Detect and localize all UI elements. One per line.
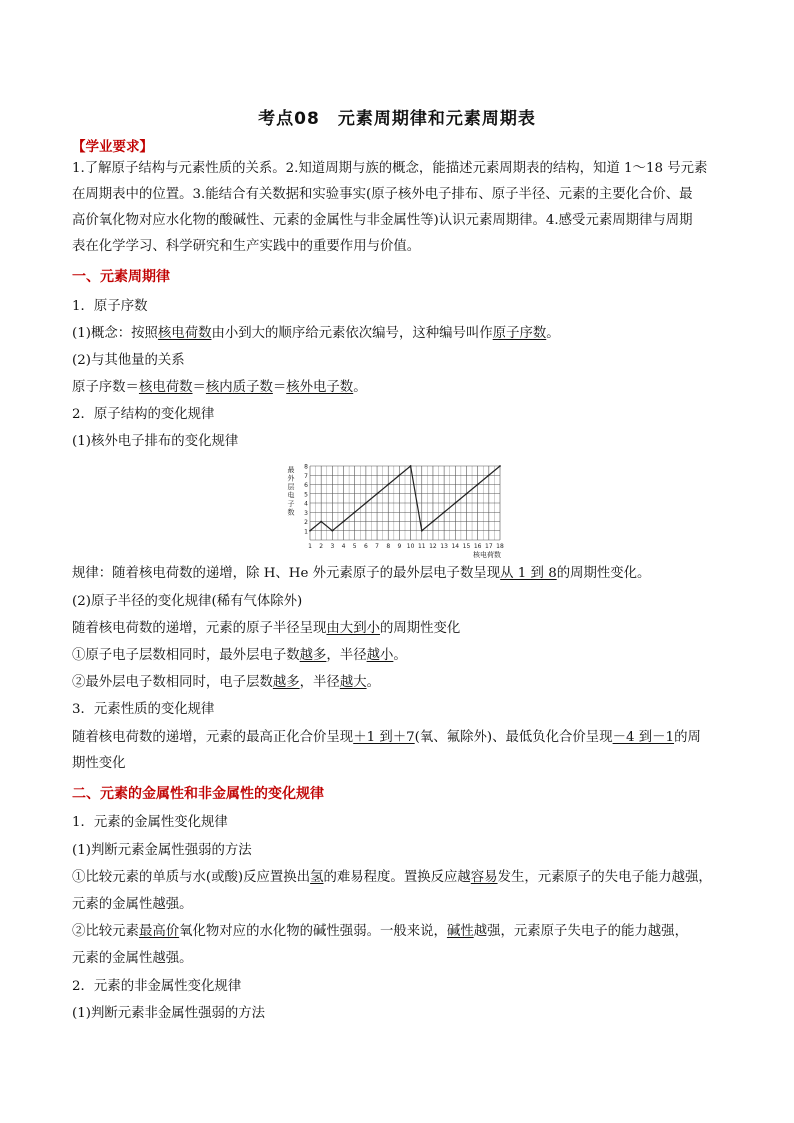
x-tick-label: 5 (352, 543, 357, 550)
text-span: 。 (366, 675, 380, 690)
data-point (488, 474, 490, 476)
requirements-line: 在周期表中的位置。3.能结合有关数据和实验事实(原子核外电子排布、原子半径、元素的主要化合价、最 (72, 187, 693, 202)
data-point (454, 502, 456, 504)
data-point (421, 530, 423, 532)
data-point (309, 530, 311, 532)
data-point (432, 521, 434, 523)
y-tick-label: 3 (304, 509, 308, 517)
x-tick-label: 11 (417, 543, 426, 550)
text-span: 随着核电荷数的递增，元素的原子半径呈现 (72, 621, 327, 636)
y-axis-label-char: 电 (287, 491, 295, 500)
subheading-atomic-number: 1．原子序数 (72, 299, 148, 314)
underlined-answer: 越多 (272, 675, 300, 690)
x-tick-label: 17 (485, 543, 493, 550)
metal-method-1-line2: 元素的金属性越强。 (72, 897, 193, 912)
x-tick-label: 4 (341, 543, 346, 550)
data-point (343, 521, 345, 523)
x-axis-label: 核电荷数 (473, 551, 501, 559)
underlined-answer: 氢 (310, 870, 324, 885)
requirements-line: 1.了解原子结构与元素性质的关系。2.知道周期与族的概念，能描述元素周期表的结构，知道 1～18 号元素 (72, 161, 708, 176)
requirements-line: 高价氧化物对应水化物的酸碱性、元素的金属性与非金属性等)认识元素周期律。4.感受元素周期律与周期 (72, 213, 693, 228)
radius-heading: (2)原子半径的变化规律(稀有气体除外) (72, 594, 303, 609)
metal-method-2 (72, 923, 732, 941)
underlined-answer: 核电荷数 (157, 326, 212, 341)
underlined-answer: 容易 (470, 870, 498, 885)
text-span: 随着核电荷数的递增，元素的最高正化合价呈现 (72, 730, 354, 745)
text-span: ①比较元素的单质与水(或酸)反应置换出 (72, 870, 311, 885)
y-axis-label-char: 外 (287, 474, 295, 483)
underlined-answer: 核内质子数 (205, 380, 273, 395)
rule-line (72, 565, 732, 583)
data-point (499, 465, 501, 467)
text-span: 氧化物对应的水化物的碱性强弱。一般来说， (179, 924, 447, 939)
x-tick-label: 2 (319, 543, 324, 550)
text-span: ＝ (192, 380, 206, 395)
text-span: 。 (353, 380, 367, 395)
underlined-answer: 最高价 (138, 924, 180, 939)
x-tick-label: 1 (308, 543, 312, 550)
underlined-answer: 由大到小 (326, 621, 380, 636)
underlined-answer: 原子序数 (492, 326, 547, 341)
x-tick-label: 3 (330, 543, 335, 550)
text-span: 越强，元素原子失电子的能力越强， (473, 924, 688, 939)
underlined-answer: 越多 (299, 648, 327, 663)
text-span: 的难易程度。置换反应越 (323, 870, 471, 885)
text-span: 发生，元素原子的失电子能力越强， (497, 870, 712, 885)
data-point (354, 511, 356, 513)
y-tick-label: 1 (304, 528, 308, 536)
y-axis-label-char: 子 (287, 500, 295, 508)
y-tick-label: 8 (304, 463, 308, 471)
radius-rule-2 (72, 674, 732, 692)
y-axis-label-char: 数 (287, 508, 295, 517)
x-tick-label: 6 (363, 543, 368, 550)
text-span: 规律：随着核电荷数的递增，除 H、He 外元素原子的最外层电子数呈现 (72, 566, 501, 581)
x-tick-label: 15 (462, 543, 471, 550)
metal-method-1 (72, 869, 732, 887)
text-span: ①原子电子层数相同时，最外层电子数 (72, 648, 300, 663)
underlined-answer: －4 到－1 (612, 730, 675, 745)
valence-line-2: 期性变化 (72, 756, 126, 771)
x-tick-label: 8 (386, 543, 391, 550)
text-span: 的周期性变化。 (556, 566, 651, 581)
text-span: (1)概念：按照 (72, 326, 158, 341)
x-tick-label: 14 (451, 543, 460, 550)
requirements-heading (72, 138, 732, 157)
y-axis-label-char: 最 (287, 466, 295, 474)
data-point (320, 521, 322, 523)
y-tick-label: 5 (304, 491, 308, 499)
x-tick-label: 7 (375, 543, 379, 550)
data-point (466, 493, 468, 495)
subheading-structure: 2．原子结构的变化规律 (72, 407, 215, 422)
requirements-heading-text: 【学业要求】 (72, 139, 153, 155)
y-tick-label: 7 (304, 472, 308, 480)
y-tick-label: 6 (304, 482, 308, 489)
relation-line (72, 379, 732, 397)
radius-rule-1 (72, 647, 732, 665)
x-tick-label: 16 (473, 543, 482, 550)
data-point (387, 484, 389, 486)
data-point (399, 474, 401, 476)
x-tick-label: 10 (406, 543, 415, 550)
radius-line (72, 620, 732, 638)
electron-chart (282, 460, 512, 562)
text-span: 的周期性变化 (379, 621, 461, 636)
requirements-line: 表在化学学习、科学研究和生产实践中的重要作用与价值。 (72, 239, 421, 254)
underlined-answer: 从 1 到 8 (500, 566, 557, 581)
relation-heading: (2)与其他量的关系 (72, 353, 185, 368)
section-heading-metallic: 二、元素的金属性和非金属性的变化规律 (72, 786, 324, 802)
y-axis-label-char: 层 (287, 483, 295, 491)
underlined-answer: 越大 (339, 675, 367, 690)
subheading-nonmetallic-method: (1)判断元素非金属性强弱的方法 (72, 1006, 266, 1021)
underlined-answer: 核电荷数 (138, 380, 193, 395)
text-span: 原子序数＝ (72, 380, 139, 395)
metal-method-2-line2: 元素的金属性越强。 (72, 951, 193, 966)
subheading-nonmetallic: 2．元素的非金属性变化规律 (72, 979, 242, 994)
data-point (331, 530, 333, 532)
text-span: 。 (546, 326, 560, 341)
text-span: ②比较元素 (72, 924, 139, 939)
text-span: ，半径 (326, 648, 367, 663)
text-span: ＝ (272, 380, 287, 395)
underlined-answer: ＋1 到＋7 (353, 730, 415, 745)
data-point (410, 465, 412, 467)
underlined-answer: 碱性 (446, 924, 474, 939)
subheading-metallic: 1．元素的金属性变化规律 (72, 815, 228, 830)
concept-line (72, 325, 732, 343)
underlined-answer: 越小 (366, 648, 394, 663)
text-span: (氧、氟除外)、最低负化合价呈现 (414, 730, 613, 745)
y-tick-label: 4 (304, 500, 308, 508)
x-tick-label: 18 (496, 543, 504, 550)
page-title: 考点08 元素周期律和元素周期表 (258, 109, 536, 129)
underlined-answer: 核外电子数 (286, 380, 354, 395)
subheading-electron-config: (1)核外电子排布的变化规律 (72, 434, 239, 449)
x-tick-label: 13 (440, 543, 448, 550)
text-span: 的周 (674, 730, 701, 745)
data-point (443, 511, 445, 513)
text-span: ②最外层电子数相同时，电子层数 (72, 675, 273, 690)
valence-line (72, 729, 732, 747)
text-span: 由小到大的顺序给元素依次编号，这种编号叫作 (211, 326, 493, 341)
y-tick-label: 2 (304, 519, 308, 526)
x-tick-label: 12 (429, 543, 437, 550)
data-point (477, 484, 479, 486)
data-point (376, 493, 378, 495)
data-point (365, 502, 367, 504)
subheading-metallic-method: (1)判断元素金属性强弱的方法 (72, 843, 252, 858)
text-span: 。 (393, 648, 407, 663)
section-heading-periodic-law: 一、元素周期律 (72, 269, 170, 285)
text-span: ，半径 (299, 675, 340, 690)
x-tick-label: 9 (397, 543, 402, 550)
subheading-properties: 3．元素性质的变化规律 (72, 702, 215, 717)
